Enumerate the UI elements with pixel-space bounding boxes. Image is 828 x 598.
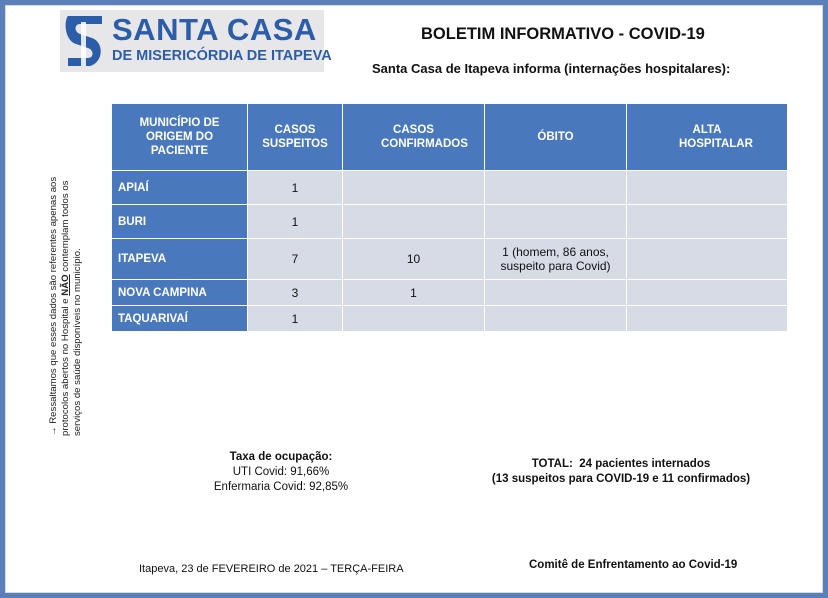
occupancy-enfermaria: Enfermaria Covid: 92,85% — [213, 481, 349, 493]
cell-confirmados: 1 — [343, 280, 485, 306]
cell-alta — [627, 239, 788, 280]
total-line-2: (13 suspeitos para COVID-19 e 11 confirmados) — [491, 473, 751, 485]
cell-municipio: NOVA CAMPINA — [112, 280, 248, 306]
cell-obito — [485, 306, 627, 332]
table-row — [112, 171, 788, 205]
bulletin-date: Itapeva, 23 de FEVEREIRO de 2021 – TERÇA-FEIRA — [139, 563, 404, 575]
cell-suspeitos: 3 — [248, 280, 343, 306]
occupancy-uti: UTI Covid: 91,66% — [232, 466, 330, 478]
column-header-municipio: MUNICÍPIO DE ORIGEM DO PACIENTE — [112, 104, 248, 171]
cell-municipio: ITAPEVA — [112, 239, 248, 280]
cell-confirmados: 10 — [343, 239, 485, 280]
page-subtitle: Santa Casa de Itapeva informa (internações hospitalares): — [372, 61, 731, 76]
column-header-suspeitos: CASOS SUSPEITOS — [248, 104, 343, 171]
table-row — [112, 280, 788, 306]
cell-suspeitos: 7 — [248, 239, 343, 280]
occupancy-rates — [196, 450, 366, 495]
bulletin-page — [5, 5, 823, 593]
logo-title: SANTA CASA — [112, 12, 317, 47]
side-note-prefix: → Ressaltamos que esses dados são referentes apenas aos protocolos abertos no Hospital e — [48, 176, 71, 436]
cell-confirmados — [343, 205, 485, 239]
cell-suspeitos: 1 — [248, 171, 343, 205]
column-header-alta: ALTA HOSPITALAR — [627, 104, 788, 171]
table-row — [112, 239, 788, 280]
cell-alta — [627, 171, 788, 205]
cell-confirmados — [343, 306, 485, 332]
table-row — [112, 205, 788, 239]
cell-suspeitos: 1 — [248, 205, 343, 239]
side-note-suffix: contemplam todos os serviços de saúde disponíveis no município. — [60, 180, 83, 436]
cell-obito — [485, 205, 627, 239]
hospitalizations-table — [111, 103, 788, 332]
cell-obito — [485, 280, 627, 306]
cell-municipio: TAQUARIVAÍ — [112, 306, 248, 332]
cell-municipio: APIAÍ — [112, 171, 248, 205]
cell-obito — [485, 171, 627, 205]
table-row — [112, 306, 788, 332]
committee-signature: Comitê de Enfrentamento ao Covid-19 — [529, 559, 738, 571]
side-note-emphasis: NÃO — [60, 274, 71, 296]
column-header-confirmados: CASOS CONFIRMADOS — [343, 104, 485, 171]
santa-casa-logo — [60, 10, 332, 72]
cell-confirmados — [343, 171, 485, 205]
santa-casa-emblem-icon — [62, 12, 108, 70]
cell-alta — [627, 205, 788, 239]
cell-municipio: BURI — [112, 205, 248, 239]
cell-obito: 1 (homem, 86 anos, suspeito para Covid) — [485, 239, 627, 280]
page-title: BOLETIM INFORMATIVO - COVID-19 — [421, 25, 705, 43]
cell-alta — [627, 306, 788, 332]
cell-alta — [627, 280, 788, 306]
total-line-1: TOTAL: 24 pacientes internados — [531, 458, 711, 470]
total-summary — [471, 457, 771, 487]
table-header-row — [112, 104, 788, 171]
cell-suspeitos: 1 — [248, 306, 343, 332]
occupancy-heading: Taxa de ocupação: — [229, 451, 333, 463]
column-header-obito: ÓBITO — [485, 104, 627, 171]
side-disclaimer-note — [48, 156, 84, 436]
logo-subtitle: DE MISERICÓRDIA DE ITAPEVA — [112, 48, 332, 64]
